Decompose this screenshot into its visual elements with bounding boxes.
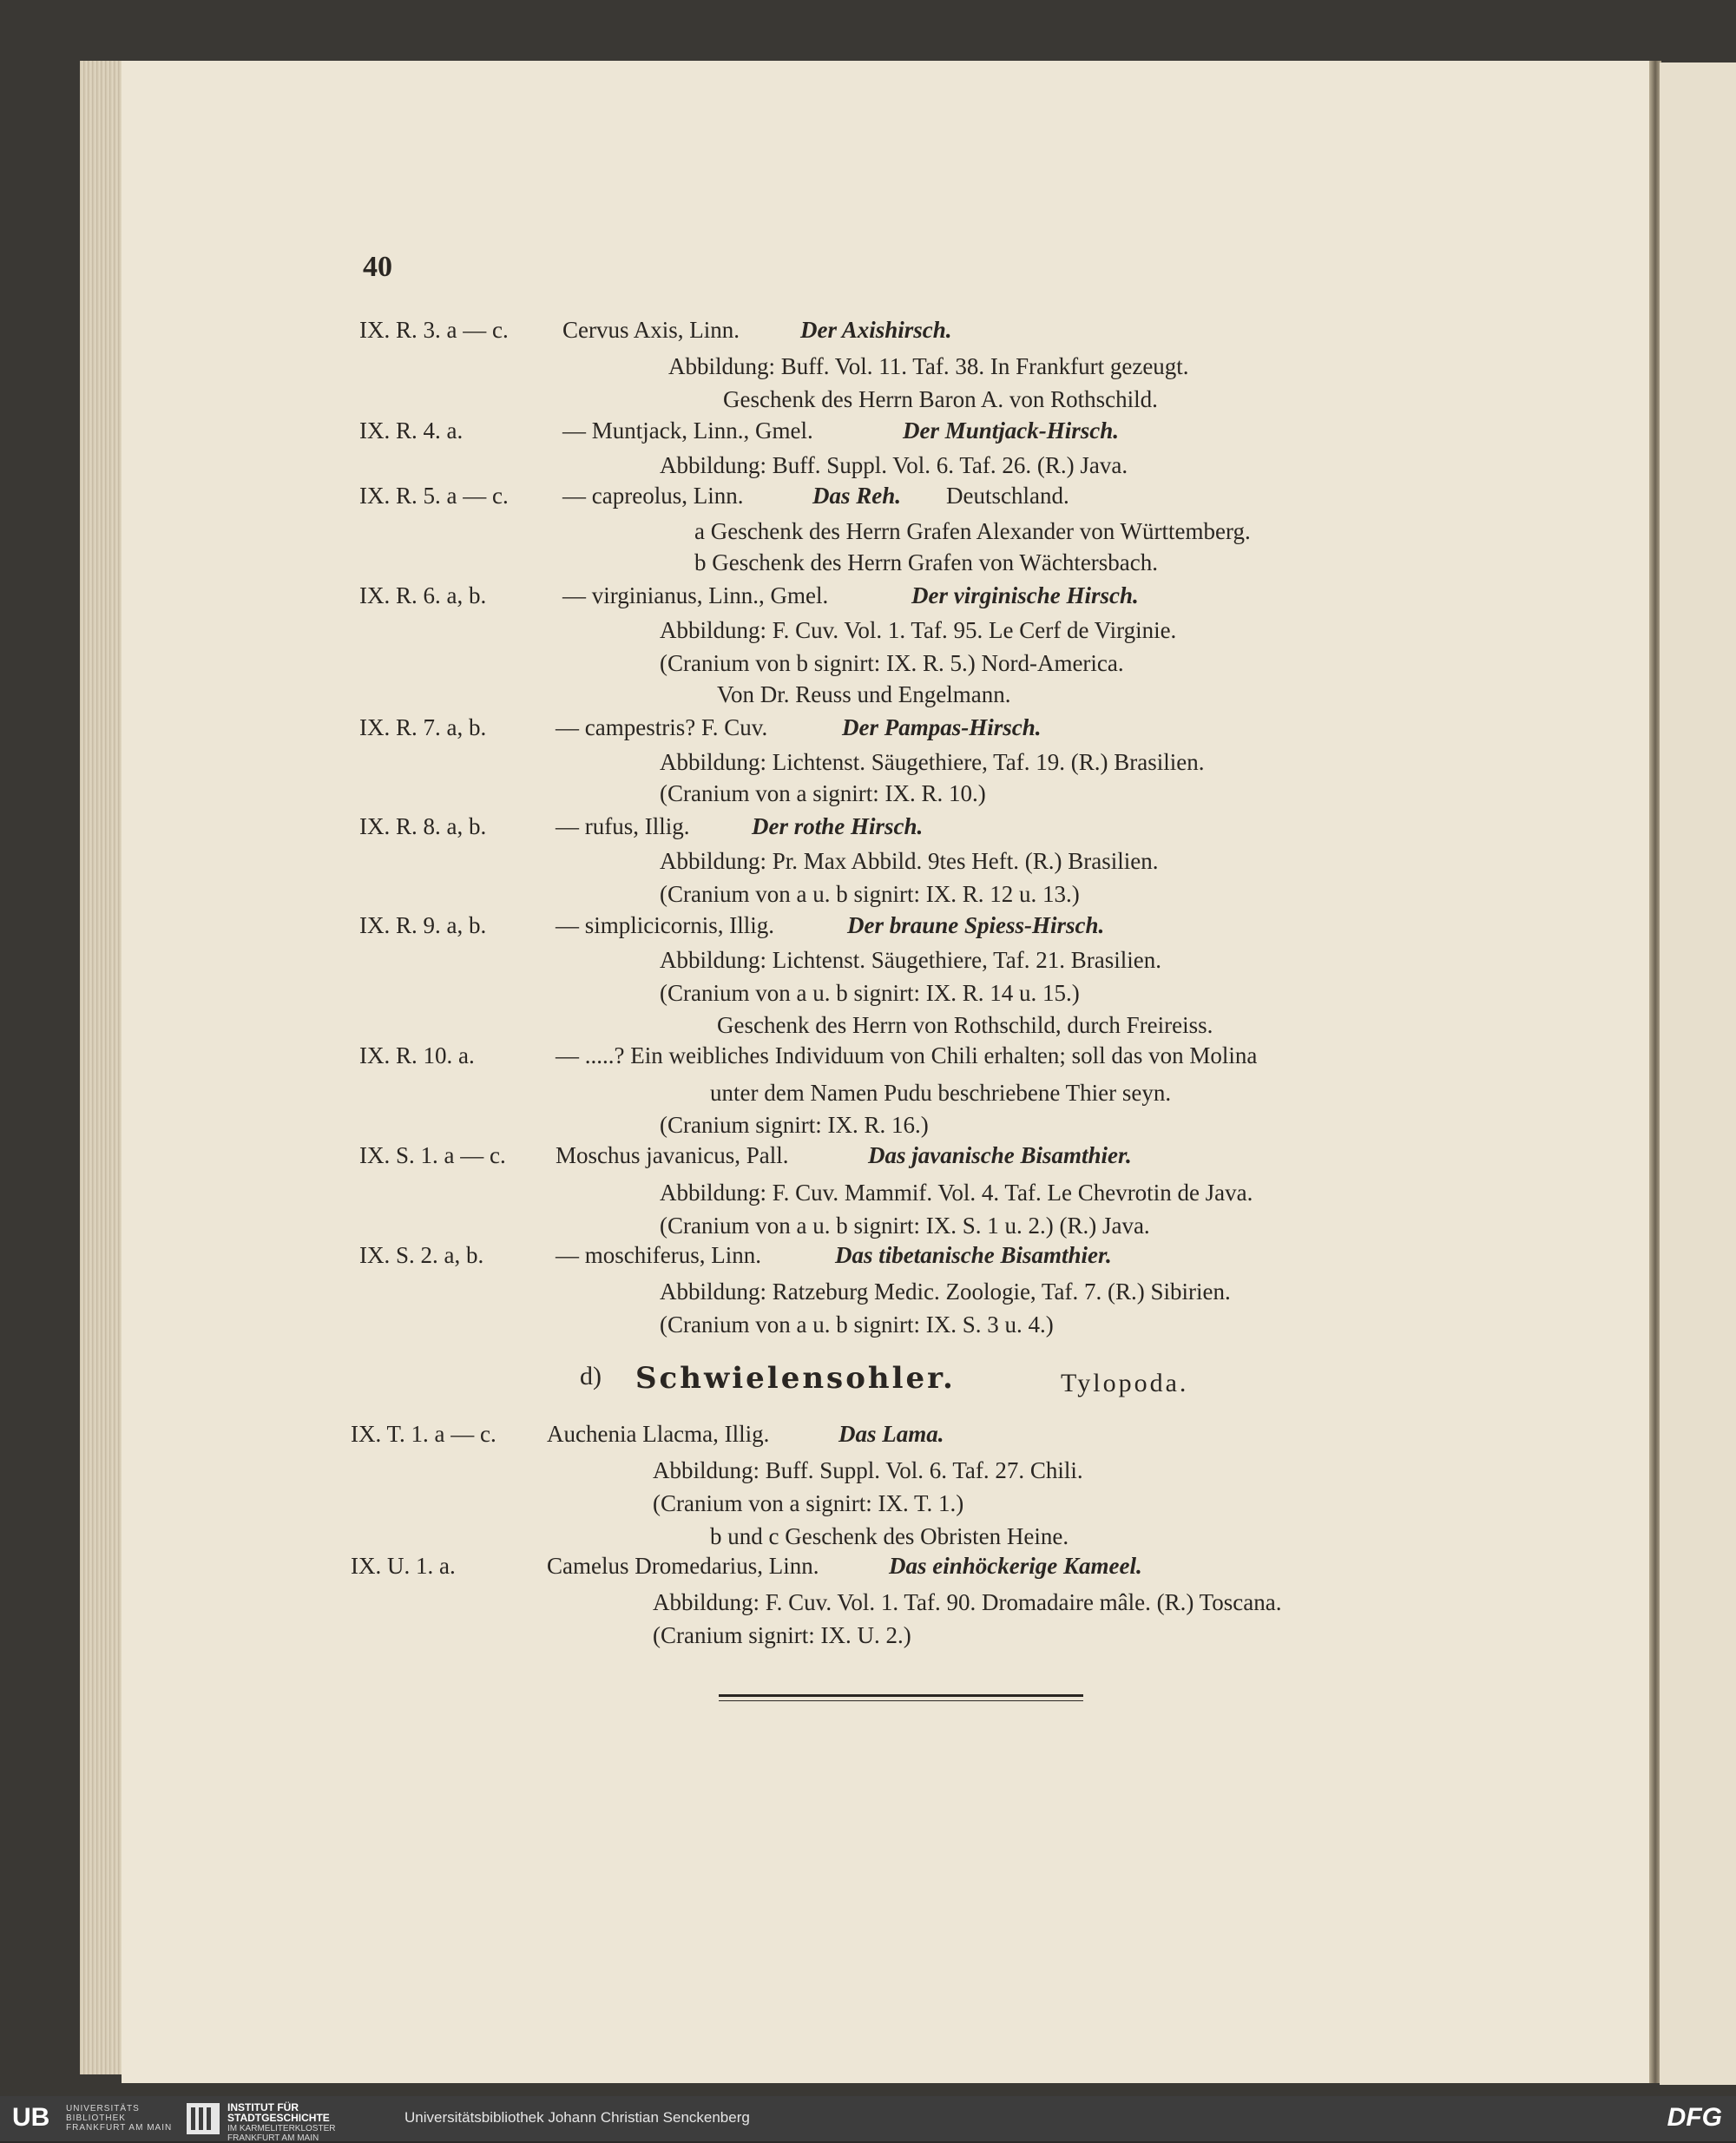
entry-detail: b Geschenk des Herrn Grafen von Wächtersbach.: [694, 549, 1159, 575]
section-heading-latin: Tylopoda.: [1061, 1369, 1189, 1397]
entry-detail: (Cranium von a u. b signirt: IX. R. 14 u. 15.): [660, 980, 1080, 1006]
entry-detail: (Cranium von b signirt: IX. R. 5.) Nord-America.: [660, 650, 1124, 676]
entry-ref: IX. R. 8. a, b.: [359, 813, 487, 839]
entry-detail: Abbildung: Buff. Suppl. Vol. 6. Taf. 27. Chili.: [653, 1457, 1083, 1483]
section-heading-german: Schwielensohler.: [635, 1361, 956, 1396]
entry-common-name: Das javanische Bisamthier.: [868, 1142, 1132, 1168]
entry-ref: IX. R. 10. a.: [359, 1042, 475, 1068]
entry-detail: Abbildung: Buff. Vol. 11. Taf. 38. In Frankfurt gezeugt.: [668, 353, 1189, 379]
entry-species: — capreolus, Linn.: [562, 483, 744, 509]
entry-species: — simplicicornis, Illig.: [556, 912, 774, 938]
page-number: 40: [363, 251, 392, 283]
entry-detail: Abbildung: Lichtenst. Säugethiere, Taf. 21. Brasilien.: [660, 947, 1161, 973]
section-letter: d): [580, 1362, 602, 1390]
ub-logo-text: [66, 2104, 172, 2133]
isg-logo-line: IM KARMELITERKLOSTER: [227, 2124, 336, 2133]
entry-detail: Geschenk des Herrn Baron A. von Rothschild.: [723, 386, 1158, 412]
entry-ref: IX. R. 3. a — c.: [359, 317, 509, 343]
closing-rule-thick: [719, 1694, 1083, 1697]
entry-species: — rufus, Illig.: [556, 813, 690, 839]
entry-species: — campestris? F. Cuv.: [556, 714, 768, 740]
entry-ref: IX. U. 1. a.: [351, 1553, 456, 1579]
entry-common-name: Der rothe Hirsch.: [752, 813, 924, 839]
entry-ref: IX. R. 6. a, b.: [359, 582, 487, 608]
entry-common-name: Das Lama.: [838, 1421, 944, 1447]
closing-rule-thin: [719, 1700, 1083, 1701]
entry-species: — moschiferus, Linn.: [556, 1242, 761, 1268]
isg-logo-line: FRANKFURT AM MAIN: [227, 2133, 319, 2143]
entry-species: Camelus Dromedarius, Linn.: [547, 1553, 819, 1579]
isg-logo-icon: [187, 2103, 220, 2134]
entry-ref: IX. S. 2. a, b.: [359, 1242, 484, 1268]
entry-species: Auchenia Llacma, Illig.: [547, 1421, 770, 1447]
isg-logo-line: INSTITUT FÜR: [227, 2101, 299, 2113]
entry-detail: Abbildung: F. Cuv. Vol. 1. Taf. 95. Le Cerf de Virginie.: [660, 617, 1177, 643]
entry-ref: IX. R. 5. a — c.: [359, 483, 509, 509]
ub-logo-line: FRANKFURT AM MAIN: [66, 2123, 173, 2133]
entry-common-name: Der virginische Hirsch.: [911, 582, 1139, 608]
footer-bar: [0, 2096, 1736, 2141]
entry-common-name: Der Pampas-Hirsch.: [842, 714, 1042, 740]
entry-common-name: Das Reh.: [812, 483, 902, 509]
entry-detail: unter dem Namen Pudu beschriebene Thier seyn.: [710, 1080, 1172, 1106]
entry-detail: (Cranium von a u. b signirt: IX. R. 12 u. 13.): [660, 881, 1080, 907]
entry-detail: (Cranium von a signirt: IX. R. 10.): [660, 780, 986, 806]
entry-detail: Abbildung: Buff. Suppl. Vol. 6. Taf. 26. (R.) Java.: [660, 452, 1128, 478]
entry-detail: (Cranium von a u. b signirt: IX. S. 3 u. 4.): [660, 1311, 1054, 1338]
entry-species: Moschus javanicus, Pall.: [556, 1142, 789, 1168]
entry-detail: a Geschenk des Herrn Grafen Alexander von Württemberg.: [694, 518, 1251, 544]
entry-species: — virginianus, Linn., Gmel.: [562, 582, 829, 608]
entry-common-name: Der Muntjack-Hirsch.: [903, 417, 1120, 444]
entry-common-name: Das einhöckerige Kameel.: [889, 1553, 1142, 1579]
entry-common-name: Der braune Spiess-Hirsch.: [847, 912, 1105, 938]
entry-detail: Abbildung: Pr. Max Abbild. 9tes Heft. (R.) Brasilien.: [660, 848, 1159, 874]
entry-detail: Abbildung: F. Cuv. Mammif. Vol. 4. Taf. Le Chevrotin de Java.: [660, 1180, 1253, 1206]
entry-species: Cervus Axis, Linn.: [562, 317, 740, 343]
entry-common-name: Der Axishirsch.: [800, 317, 952, 343]
entry-detail: (Cranium von a u. b signirt: IX. S. 1 u. 2.) (R.) Java.: [660, 1213, 1150, 1239]
entry-ref: IX. R. 7. a, b.: [359, 714, 487, 740]
isg-logo-text: [227, 2103, 335, 2143]
entry-detail: Deutschland.: [946, 483, 1069, 509]
entry-ref: IX. S. 1. a — c.: [359, 1142, 506, 1168]
dfg-logo: DFG: [1667, 2103, 1722, 2132]
entry-detail: (Cranium signirt: IX. U. 2.): [653, 1622, 911, 1648]
entry-detail: Abbildung: Lichtenst. Säugethiere, Taf. 19. (R.) Brasilien.: [660, 749, 1205, 775]
entry-detail: Abbildung: Ratzeburg Medic. Zoologie, Taf. 7. (R.) Sibirien.: [660, 1279, 1231, 1305]
entry-ref: IX. R. 9. a, b.: [359, 912, 487, 938]
ub-logo-line: BIBLIOTHEK: [66, 2113, 126, 2123]
library-name: Universitätsbibliothek Johann Christian Senckenberg: [404, 2109, 750, 2126]
entry-ref: IX. T. 1. a — c.: [351, 1421, 496, 1447]
entry-common-name: Das tibetanische Bisamthier.: [835, 1242, 1112, 1268]
entry-species: — .....? Ein weibliches Individuum von Chili erhalten; soll das von Molina: [556, 1042, 1258, 1068]
entry-detail: (Cranium von a signirt: IX. T. 1.): [653, 1490, 964, 1516]
entry-detail: Von Dr. Reuss und Engelmann.: [717, 681, 1011, 707]
ub-logo: UB: [12, 2103, 50, 2132]
entry-detail: (Cranium signirt: IX. R. 16.): [660, 1112, 929, 1138]
entry-ref: IX. R. 4. a.: [359, 417, 464, 444]
isg-logo-line: STADTGESCHICHTE: [227, 2112, 330, 2124]
entry-detail: b und c Geschenk des Obristen Heine.: [710, 1523, 1069, 1549]
entry-species: — Muntjack, Linn., Gmel.: [562, 417, 813, 444]
ub-logo-line: UNIVERSITÄTS: [66, 2104, 140, 2113]
facing-page-edge: [1660, 62, 1736, 2085]
entry-detail: Abbildung: F. Cuv. Vol. 1. Taf. 90. Dromadaire mâle. (R.) Toscana.: [653, 1589, 1282, 1615]
entry-detail: Geschenk des Herrn von Rothschild, durch Freireiss.: [717, 1012, 1213, 1038]
